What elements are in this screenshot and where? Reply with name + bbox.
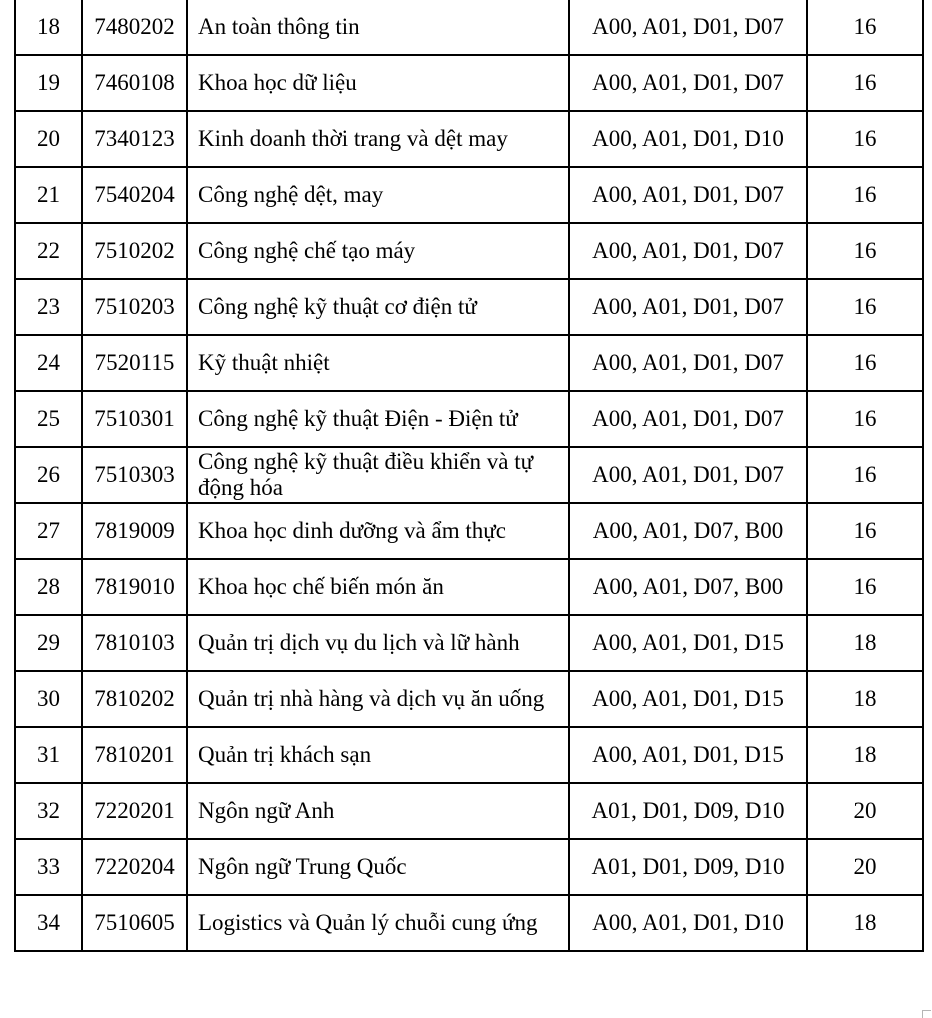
subject-combinations: A01, D01, D09, D10 [569,783,807,839]
cutoff-score: 16 [807,111,923,167]
subject-combinations: A00, A01, D01, D15 [569,727,807,783]
subject-combinations: A00, A01, D01, D15 [569,615,807,671]
major-code: 7510202 [82,223,187,279]
row-number: 34 [15,895,82,951]
major-code: 7810202 [82,671,187,727]
major-code: 7540204 [82,167,187,223]
major-name: Quản trị dịch vụ du lịch và lữ hành [187,615,569,671]
page-corner-mark [922,1010,931,1018]
subject-combinations: A00, A01, D01, D07 [569,447,807,503]
table-row [15,503,923,559]
row-number: 26 [15,447,82,503]
major-code: 7819009 [82,503,187,559]
table-row [15,839,923,895]
major-code: 7220201 [82,783,187,839]
major-name: Công nghệ chế tạo máy [187,223,569,279]
major-code: 7819010 [82,559,187,615]
cutoff-score: 16 [807,55,923,111]
cutoff-score: 18 [807,727,923,783]
table-row [15,783,923,839]
table-row [15,895,923,951]
row-number: 33 [15,839,82,895]
table-row [15,391,923,447]
cutoff-score: 16 [807,559,923,615]
major-name: Công nghệ kỹ thuật cơ điện tử [187,279,569,335]
row-number: 19 [15,55,82,111]
cutoff-score: 18 [807,615,923,671]
table-row [15,0,923,55]
row-number: 24 [15,335,82,391]
major-code: 7510203 [82,279,187,335]
cutoff-score: 16 [807,503,923,559]
table-row [15,447,923,503]
cutoff-score: 16 [807,223,923,279]
cutoff-score: 20 [807,783,923,839]
subject-combinations: A00, A01, D07, B00 [569,503,807,559]
major-name: Quản trị nhà hàng và dịch vụ ăn uống [187,671,569,727]
subject-combinations: A00, A01, D01, D07 [569,391,807,447]
major-code: 7220204 [82,839,187,895]
row-number: 18 [15,0,82,55]
major-name: Kinh doanh thời trang và dệt may [187,111,569,167]
table-row [15,55,923,111]
cutoff-score: 16 [807,335,923,391]
cutoff-score: 16 [807,0,923,55]
row-number: 32 [15,783,82,839]
subject-combinations: A00, A01, D01, D07 [569,167,807,223]
table-row [15,335,923,391]
subject-combinations: A00, A01, D01, D07 [569,0,807,55]
row-number: 31 [15,727,82,783]
major-code: 7810201 [82,727,187,783]
major-name: Khoa học dinh dưỡng và ẩm thực [187,503,569,559]
admission-table [14,0,924,952]
cutoff-score: 18 [807,671,923,727]
table-row [15,559,923,615]
subject-combinations: A00, A01, D01, D07 [569,55,807,111]
subject-combinations: A00, A01, D01, D07 [569,223,807,279]
major-code: 7810103 [82,615,187,671]
subject-combinations: A00, A01, D01, D07 [569,335,807,391]
subject-combinations: A00, A01, D01, D07 [569,279,807,335]
major-name: Khoa học chế biến món ăn [187,559,569,615]
cutoff-score: 16 [807,447,923,503]
row-number: 23 [15,279,82,335]
table-body [15,0,923,951]
major-name: Khoa học dữ liệu [187,55,569,111]
major-code: 7480202 [82,0,187,55]
major-code: 7340123 [82,111,187,167]
major-name: Kỹ thuật nhiệt [187,335,569,391]
table-row [15,727,923,783]
table-row [15,111,923,167]
major-code: 7510303 [82,447,187,503]
major-name: Ngôn ngữ Anh [187,783,569,839]
subject-combinations: A00, A01, D01, D10 [569,111,807,167]
major-code: 7510301 [82,391,187,447]
major-name: Công nghệ kỹ thuật điều khiển và tự động hóa [187,447,569,503]
major-name: An toàn thông tin [187,0,569,55]
major-name: Logistics và Quản lý chuỗi cung ứng [187,895,569,951]
row-number: 21 [15,167,82,223]
row-number: 22 [15,223,82,279]
row-number: 27 [15,503,82,559]
table-row [15,279,923,335]
cutoff-score: 16 [807,167,923,223]
major-name: Ngôn ngữ Trung Quốc [187,839,569,895]
major-name: Quản trị khách sạn [187,727,569,783]
major-name: Công nghệ kỹ thuật Điện - Điện tử [187,391,569,447]
cutoff-score: 16 [807,279,923,335]
cutoff-score: 20 [807,839,923,895]
subject-combinations: A00, A01, D07, B00 [569,559,807,615]
table-row [15,223,923,279]
major-code: 7520115 [82,335,187,391]
cutoff-score: 18 [807,895,923,951]
subject-combinations: A00, A01, D01, D10 [569,895,807,951]
row-number: 29 [15,615,82,671]
row-number: 28 [15,559,82,615]
table-row [15,167,923,223]
row-number: 30 [15,671,82,727]
subject-combinations: A01, D01, D09, D10 [569,839,807,895]
cutoff-score: 16 [807,391,923,447]
row-number: 20 [15,111,82,167]
major-code: 7460108 [82,55,187,111]
major-code: 7510605 [82,895,187,951]
major-name: Công nghệ dệt, may [187,167,569,223]
row-number: 25 [15,391,82,447]
table-row [15,615,923,671]
subject-combinations: A00, A01, D01, D15 [569,671,807,727]
table-row [15,671,923,727]
